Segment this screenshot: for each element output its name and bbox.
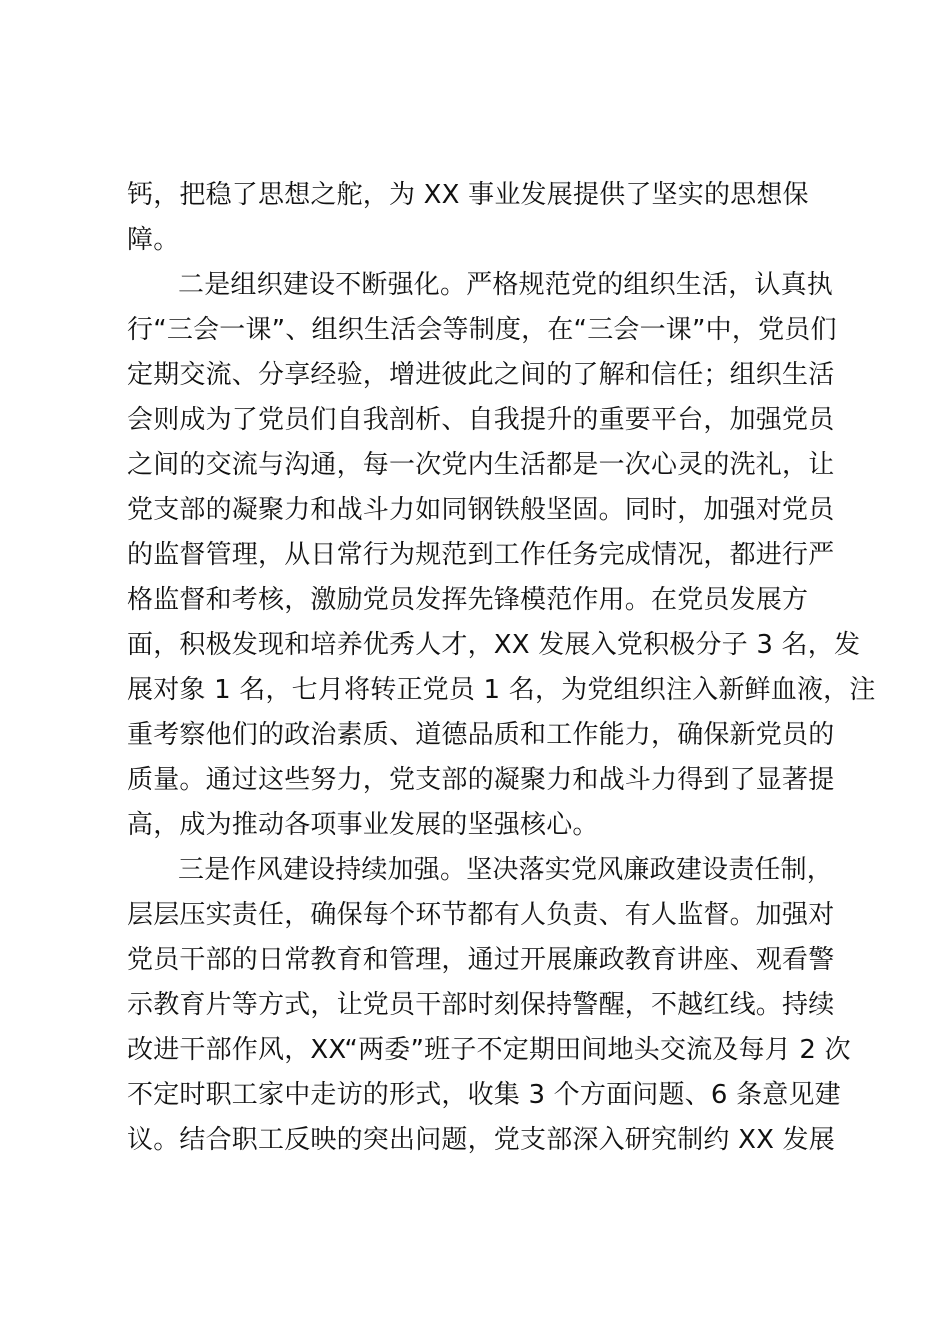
text-line: 党支部的凝聚力和战斗力如同钢铁般坚固。同时，加强对党员 — [127, 495, 835, 525]
text-line: 党员干部的日常教育和管理，通过开展廉政教育讲座、观看警 — [127, 945, 835, 975]
text-line: 质量。通过这些努力，党支部的凝聚力和战斗力得到了显著提 — [127, 765, 835, 795]
text-line: 议。结合职工反映的突出问题，党支部深入研究制约 XX 发展 — [127, 1125, 835, 1155]
text-line: 示教育片等方式，让党员干部时刻保持警醒，不越红线。持续 — [127, 990, 835, 1020]
text-line: 的监督管理，从日常行为规范到工作任务完成情况，都进行严 — [127, 540, 835, 570]
text-line: 定期交流、分享经验，增进彼此之间的了解和信任；组织生活 — [127, 360, 835, 390]
text-line: 之间的交流与沟通，每一次党内生活都是一次心灵的洗礼，让 — [127, 450, 835, 480]
text-line: 改进干部作风，XX“两委”班子不定期田间地头交流及每月 2 次 — [127, 1035, 851, 1065]
text-line: 层层压实责任，确保每个环节都有人负责、有人监督。加强对 — [127, 900, 835, 930]
text-line: 行“三会一课”、组织生活会等制度，在“三会一课”中，党员们 — [127, 315, 837, 345]
text-line: 重考察他们的政治素质、道德品质和工作能力，确保新党员的 — [127, 720, 835, 750]
text-line: 高，成为推动各项事业发展的坚强核心。 — [127, 810, 599, 840]
text-line: 展对象 1 名，七月将转正党员 1 名，为党组织注入新鲜血液，注 — [127, 675, 876, 705]
text-line: 面，积极发现和培养优秀人才，XX 发展入党积极分子 3 名，发 — [127, 630, 861, 660]
text-line: 会则成为了党员们自我剖析、自我提升的重要平台，加强党员 — [127, 405, 835, 435]
text-line: 不定时职工家中走访的形式，收集 3 个方面问题、6 条意见建 — [127, 1080, 841, 1110]
text-line: 格监督和考核，激励党员发挥先锋模范作用。在党员发展方 — [127, 585, 809, 615]
paragraph-3-first-line: 三是作风建设持续加强。坚决落实党风廉政建设责任制， — [178, 855, 834, 885]
text-line: 钙，把稳了思想之舵，为 XX 事业发展提供了坚实的思想保 — [127, 180, 809, 210]
text-line: 障。 — [127, 225, 180, 255]
paragraph-2-first-line: 二是组织建设不断强化。严格规范党的组织生活，认真执 — [178, 270, 834, 300]
